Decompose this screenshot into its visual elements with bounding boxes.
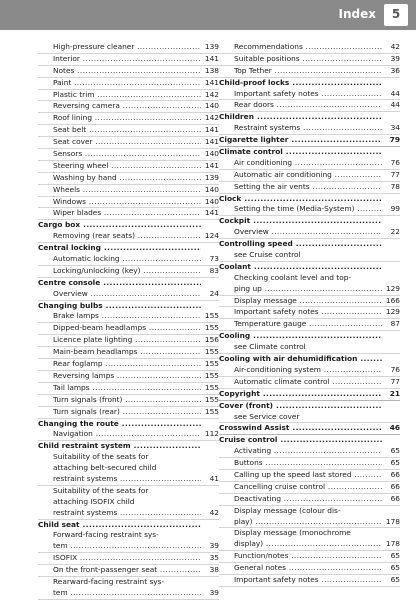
page-ref: 139 (201, 173, 219, 184)
page-ref: 39 (201, 541, 219, 552)
entry-label: Changing bulbs (38, 300, 103, 310)
index-entry[interactable] (38, 289, 219, 301)
index-entry[interactable] (219, 284, 400, 296)
index-heading (38, 220, 219, 231)
entry-label: High-pressure cleaner (53, 42, 135, 51)
entry-label: Display message (monochrome (234, 528, 351, 538)
entry-label: Roof lining (53, 113, 93, 123)
entry-label: Dipped-beam headlamps (53, 323, 147, 333)
index-entry[interactable] (219, 494, 400, 506)
index-heading (38, 520, 219, 531)
entry-label: Climate control (219, 147, 283, 157)
entry-label: Forward-facing restraint sys- (53, 530, 159, 540)
index-entry[interactable] (38, 90, 219, 102)
index-entry[interactable] (38, 429, 219, 441)
index-entry[interactable] (219, 365, 400, 377)
page-ref: 155 (201, 371, 219, 382)
page-ref: 83 (201, 266, 219, 277)
index-entry[interactable] (219, 89, 400, 101)
index-entry[interactable] (219, 377, 400, 389)
index-entry[interactable] (219, 446, 400, 458)
page-ref: 155 (201, 311, 219, 322)
entry-label: Child restraint system (38, 441, 131, 451)
index-entry[interactable] (38, 508, 219, 520)
page-ref: 77 (382, 170, 400, 181)
index-entry[interactable] (219, 182, 400, 194)
page-ref: 99 (382, 204, 400, 215)
index-heading[interactable] (219, 389, 400, 401)
index-entry (38, 577, 219, 588)
page-ref: 35 (201, 553, 219, 564)
page-ref: 129 (382, 307, 400, 318)
index-heading (38, 301, 219, 312)
entry-label: attaching ISOFIX child (53, 496, 135, 506)
entry-label: Controlling speed (219, 239, 293, 249)
index-entry (38, 452, 219, 463)
index-entry[interactable] (219, 296, 400, 308)
index-entry (38, 486, 219, 497)
index-entry[interactable] (219, 575, 400, 587)
index-heading (219, 262, 400, 273)
page-ref: 155 (201, 407, 219, 418)
page-ref: 46 (382, 423, 400, 434)
entry-label: Important safety notes (234, 574, 319, 584)
page-ref: 44 (382, 100, 400, 111)
index-heading (219, 435, 400, 446)
entry-label: Cooling (219, 331, 251, 341)
entry-label: Turn signals (front) (53, 394, 123, 404)
index-entry (219, 412, 400, 424)
index-entry[interactable] (219, 319, 400, 331)
index-heading (38, 278, 219, 289)
page-ref: 76 (382, 158, 400, 169)
entry-label: Plastic trim (53, 89, 95, 99)
index-entry[interactable] (219, 100, 400, 112)
page-ref: 77 (382, 377, 400, 388)
index-heading (219, 78, 400, 89)
page-ref: 124 (201, 231, 219, 242)
index-entry[interactable] (219, 307, 400, 319)
page-ref: 22 (382, 227, 400, 238)
entry-label: Setting the time (Media-System) (234, 204, 355, 214)
page-ref: 39 (382, 54, 400, 65)
index-entry[interactable] (38, 42, 219, 54)
entry-label: Seat belt (53, 125, 87, 135)
entry-label: play) (234, 516, 253, 526)
index-entry[interactable] (38, 474, 219, 486)
page-ref: 166 (382, 296, 400, 307)
index-entry[interactable] (219, 539, 400, 551)
index-entry[interactable] (38, 54, 219, 66)
page-ref: 178 (382, 539, 400, 550)
entry-label: Centre console (38, 277, 101, 287)
index-entry[interactable] (219, 458, 400, 470)
index-entry[interactable] (38, 113, 219, 125)
index-entry[interactable] (38, 208, 219, 220)
entry-label: attaching belt-secured child (53, 463, 157, 473)
entry-label: General notes (234, 563, 286, 573)
entry-label: Washing by hand (53, 172, 117, 182)
index-heading (219, 354, 400, 365)
page-ref: 156 (201, 335, 219, 346)
index-entry[interactable] (38, 197, 219, 209)
entry-label: tem (53, 587, 68, 597)
index-entry (219, 528, 400, 539)
page-ref: 138 (201, 66, 219, 77)
page-ref: 155 (201, 359, 219, 370)
page-ref: 142 (201, 90, 219, 101)
entry-label: Automatic climate control (234, 376, 330, 386)
entry-label: Temperature gauge (234, 319, 307, 329)
entry-label: Suitability of the seats for (53, 452, 149, 462)
page-ref: 42 (201, 508, 219, 519)
page-ref: 155 (201, 395, 219, 406)
entry-label: Reversing camera (53, 101, 120, 111)
index-entry[interactable] (38, 395, 219, 407)
entry-label: see Service cover (234, 411, 300, 421)
index-heading (219, 216, 400, 227)
entry-label: Calling up the speed last stored (234, 469, 352, 479)
index-entry[interactable] (38, 161, 219, 173)
page-ref: 65 (382, 551, 400, 562)
index-entry[interactable] (219, 204, 400, 216)
page-ref: 38 (201, 565, 219, 576)
entry-label: Rearward-facing restraint sys- (53, 576, 165, 586)
page-ref: 141 (201, 54, 219, 65)
index-entry (38, 463, 219, 474)
page-ref: 66 (382, 482, 400, 493)
entry-label: Deactivating (234, 493, 282, 503)
entry-label: Windows (53, 196, 86, 206)
entry-label: Changing the route (38, 418, 119, 428)
index-entry (219, 342, 400, 354)
entry-label: Wheels (53, 184, 80, 194)
index-entry[interactable] (38, 101, 219, 113)
index-entry[interactable] (38, 323, 219, 335)
entry-label: Important safety notes (234, 88, 319, 98)
page-ref: 140 (201, 149, 219, 160)
page-ref: 36 (382, 66, 400, 77)
index-entry (38, 530, 219, 541)
entry-label: Tail lamps (53, 382, 90, 392)
entry-label: see Climate control (234, 342, 306, 352)
entry-label: Top Tether (234, 65, 272, 75)
index-heading (219, 112, 400, 123)
page-ref: 65 (382, 575, 400, 586)
page-ref: 65 (382, 458, 400, 469)
entry-label: Checking coolant level and top- (234, 272, 352, 282)
index-entry[interactable] (38, 359, 219, 371)
page-ref: 140 (201, 101, 219, 112)
index-entry (219, 506, 400, 517)
entry-label: Rear doors (234, 100, 274, 110)
index-entry[interactable] (38, 565, 219, 577)
index-entry[interactable] (38, 173, 219, 185)
entry-label: Cockpit (219, 216, 251, 226)
index-entry[interactable] (38, 185, 219, 197)
index-entry[interactable] (219, 470, 400, 482)
entry-label: Activating (234, 446, 272, 456)
index-entry[interactable] (38, 78, 219, 90)
page-ref: 87 (382, 319, 400, 330)
index-entry[interactable] (38, 137, 219, 149)
entry-label: Display message (colour dis- (234, 505, 341, 515)
index-heading (38, 441, 219, 452)
entry-label: restraint systems (53, 473, 118, 483)
index-entry[interactable] (38, 335, 219, 347)
page-ref: 21 (382, 389, 400, 400)
entry-label: Setting the air vents (234, 181, 310, 191)
page-ref: 142 (201, 113, 219, 124)
entry-label: Brake lamps (53, 311, 99, 321)
page-ref: 155 (201, 347, 219, 358)
index-entry[interactable] (38, 66, 219, 78)
page-ref: 73 (201, 254, 219, 265)
index-entry (219, 273, 400, 284)
page-ref: 24 (201, 289, 219, 300)
index-entry[interactable] (38, 347, 219, 359)
index-entry[interactable] (219, 42, 400, 54)
entry-label: Wiper blades (53, 208, 102, 218)
entry-label: Recommendations (234, 42, 303, 51)
page-ref: 140 (201, 185, 219, 196)
entry-label: Cigarette lighter (219, 135, 289, 145)
index-entry[interactable] (38, 254, 219, 266)
page-ref: 155 (201, 383, 219, 394)
entry-label: Navigation (53, 429, 93, 439)
page-ref: 178 (382, 517, 400, 528)
entry-label: Suitability of the seats for (53, 485, 149, 495)
page-ref: 112 (201, 429, 219, 440)
index-heading (38, 243, 219, 254)
index-entry[interactable] (38, 541, 219, 553)
page-ref: 66 (382, 470, 400, 481)
entry-label: display) (234, 539, 264, 549)
index-heading (219, 147, 400, 158)
index-heading[interactable] (219, 423, 400, 435)
page-ref: 141 (201, 208, 219, 219)
page-ref: 34 (382, 123, 400, 134)
entry-label: Locking/unlocking (key) (53, 265, 141, 275)
entry-label: Overview (234, 227, 269, 237)
entry-label: Notes (53, 65, 75, 75)
entry-label: On the front-passenger seat (53, 565, 158, 575)
index-entry[interactable] (38, 371, 219, 383)
entry-label: Automatic locking (53, 254, 120, 264)
page-ref: 141 (201, 125, 219, 136)
entry-label: Steering wheel (53, 160, 109, 170)
page-ref: 66 (382, 494, 400, 505)
entry-label: Children (219, 112, 254, 122)
index-entry[interactable] (219, 158, 400, 170)
entry-label: Air-conditioning system (234, 364, 322, 374)
entry-label: Reversing lamps (53, 370, 115, 380)
entry-label: Turn signals (rear) (53, 406, 120, 416)
entry-label: Sensors (53, 149, 83, 159)
entry-label: Central locking (38, 243, 101, 253)
index-entry[interactable] (38, 553, 219, 565)
entry-label: Important safety notes (234, 307, 319, 317)
page-ref: 129 (382, 284, 400, 295)
entry-label: see Cruise control (234, 250, 301, 260)
entry-label: Cover (front) (219, 400, 274, 410)
index-column-left (38, 42, 219, 600)
entry-label: Interior (53, 53, 80, 63)
index-entry[interactable] (38, 149, 219, 161)
entry-label: ping up (234, 283, 262, 293)
index-entry[interactable] (219, 482, 400, 494)
index-entry[interactable] (38, 383, 219, 395)
entry-label: Suitable positions (234, 53, 300, 63)
entry-label: restraint systems (53, 507, 118, 517)
entry-label: Copyright (219, 388, 260, 398)
page-ref: 76 (382, 365, 400, 376)
index-column-right (219, 42, 400, 587)
page-ref: 78 (382, 182, 400, 193)
entry-label: Child-proof locks (219, 77, 290, 87)
entry-label: Overview (53, 288, 88, 298)
entry-label: Cancelling cruise control (234, 481, 326, 491)
index-entry[interactable] (219, 227, 400, 239)
index-heading (38, 419, 219, 430)
entry-label: tem (53, 541, 68, 551)
page-ref: 141 (201, 161, 219, 172)
page-ref: 65 (382, 446, 400, 457)
entry-label: Crosswind Assist (219, 423, 290, 433)
entry-label: Restraint systems (234, 123, 301, 133)
index-entry[interactable] (219, 123, 400, 135)
index-heading (219, 401, 400, 412)
index-entry[interactable] (38, 311, 219, 323)
entry-label: Automatic air conditioning (234, 169, 332, 179)
entry-label: Air conditioning (234, 157, 293, 167)
entry-label: ISOFIX (53, 553, 78, 563)
page-ref: 65 (382, 563, 400, 574)
entry-label: Coolant (219, 261, 251, 271)
entry-label: Paint (53, 77, 72, 87)
page-ref: 140 (201, 197, 219, 208)
index-entry[interactable] (38, 407, 219, 419)
page-ref: 44 (382, 89, 400, 100)
index-entry[interactable] (38, 125, 219, 137)
index-entry[interactable] (219, 66, 400, 78)
index-entry (38, 497, 219, 508)
page-ref: 155 (201, 323, 219, 334)
index-entry[interactable] (219, 551, 400, 563)
entry-label: Display message (234, 295, 297, 305)
entry-label: Buttons (234, 458, 263, 468)
page-ref: 79 (382, 135, 400, 146)
page-ref: 139 (201, 42, 219, 53)
index-entry[interactable] (219, 563, 400, 575)
index-entry[interactable] (219, 517, 400, 529)
page-ref: 39 (201, 588, 219, 599)
entry-label: Cargo box (38, 220, 81, 230)
entry-label: Child seat (38, 519, 80, 529)
page-ref: 42 (382, 42, 400, 53)
entry-label: Clock (219, 193, 242, 203)
page-ref: 141 (201, 78, 219, 89)
index-entry[interactable] (38, 231, 219, 243)
entry-label: Function/notes (234, 551, 289, 561)
index-entry[interactable] (219, 54, 400, 66)
entry-label: Cruise control (219, 435, 278, 445)
index-entry[interactable] (38, 266, 219, 278)
entry-label: Main-beam headlamps (53, 347, 138, 357)
index-heading (219, 331, 400, 342)
index-heading (219, 239, 400, 250)
page-number: 5 (391, 7, 401, 21)
page-ref: 41 (201, 474, 219, 485)
index-heading (219, 194, 400, 205)
entry-label: Seat cover (53, 137, 93, 147)
section-title: Index (338, 7, 376, 21)
index-entry (219, 250, 400, 262)
entry-label: Cooling with air dehumidification (219, 354, 358, 364)
page-ref: 141 (201, 137, 219, 148)
entry-label: Rear foglamp (53, 359, 103, 369)
index-heading[interactable] (219, 135, 400, 147)
entry-label: Licence plate lighting (53, 335, 133, 345)
entry-label: Removing (rear seats) (53, 231, 136, 241)
index-entry[interactable] (219, 170, 400, 182)
